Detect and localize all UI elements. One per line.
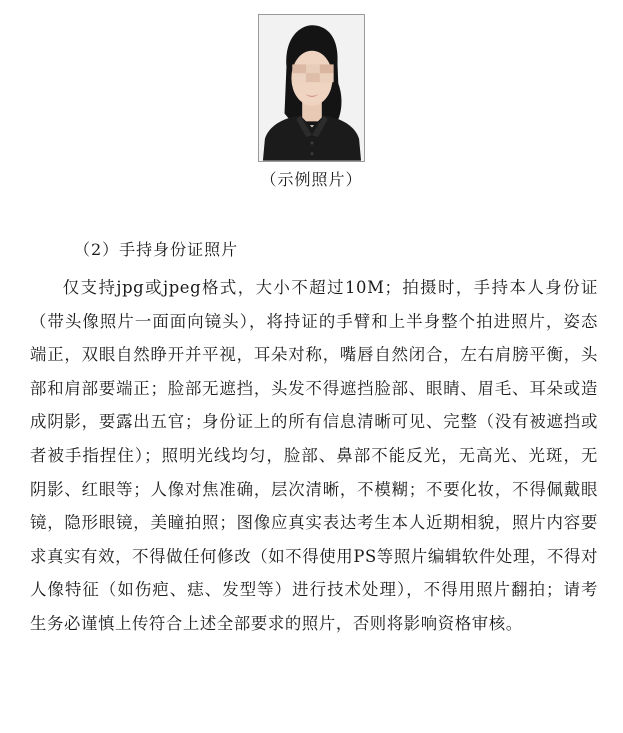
example-portrait-photo (258, 14, 365, 162)
portrait-illustration (259, 15, 364, 161)
photo-caption: （示例照片） (260, 170, 363, 189)
section-heading: （2）手持身份证照片 (74, 240, 239, 259)
requirements-paragraph: 仅支持jpg或jpeg格式，大小不超过10M；拍摄时，手持本人身份证（带头像照片一面面向镜头），将持证的手臂和上半身整个拍进照片，姿态端正，双眼自然睁开并平视，耳朵对称，嘴唇自然闭合，左右肩膀平衡，头部和肩部要端正；脸部无遮挡，头发不得遮挡脸部、眼睛、眉毛、耳朵或造成阴影，要露出五官；身份证上的所有信息清晰可见、完整（没有被遮挡或者被手指捏住）；照明光线均匀，脸部、鼻部不能反光，无高光、光斑，无阴影、红眼等；人像对焦准确，层次清晰，不模糊；不要化妆，不得佩戴眼镜，隐形眼镜，美瞳拍照；图像应真实表达考生本人近期相貌，照片内容要求真实有效，不得做任何修改（如不得使用PS等照片编辑软件处理，不得对人像特征（如伤疤、痣、发型等）进行技术处理），不得用照片翻拍；请考生务必谨慎上传符合上述全部要求的照片，否则将影响资格审核。 (30, 278, 598, 633)
